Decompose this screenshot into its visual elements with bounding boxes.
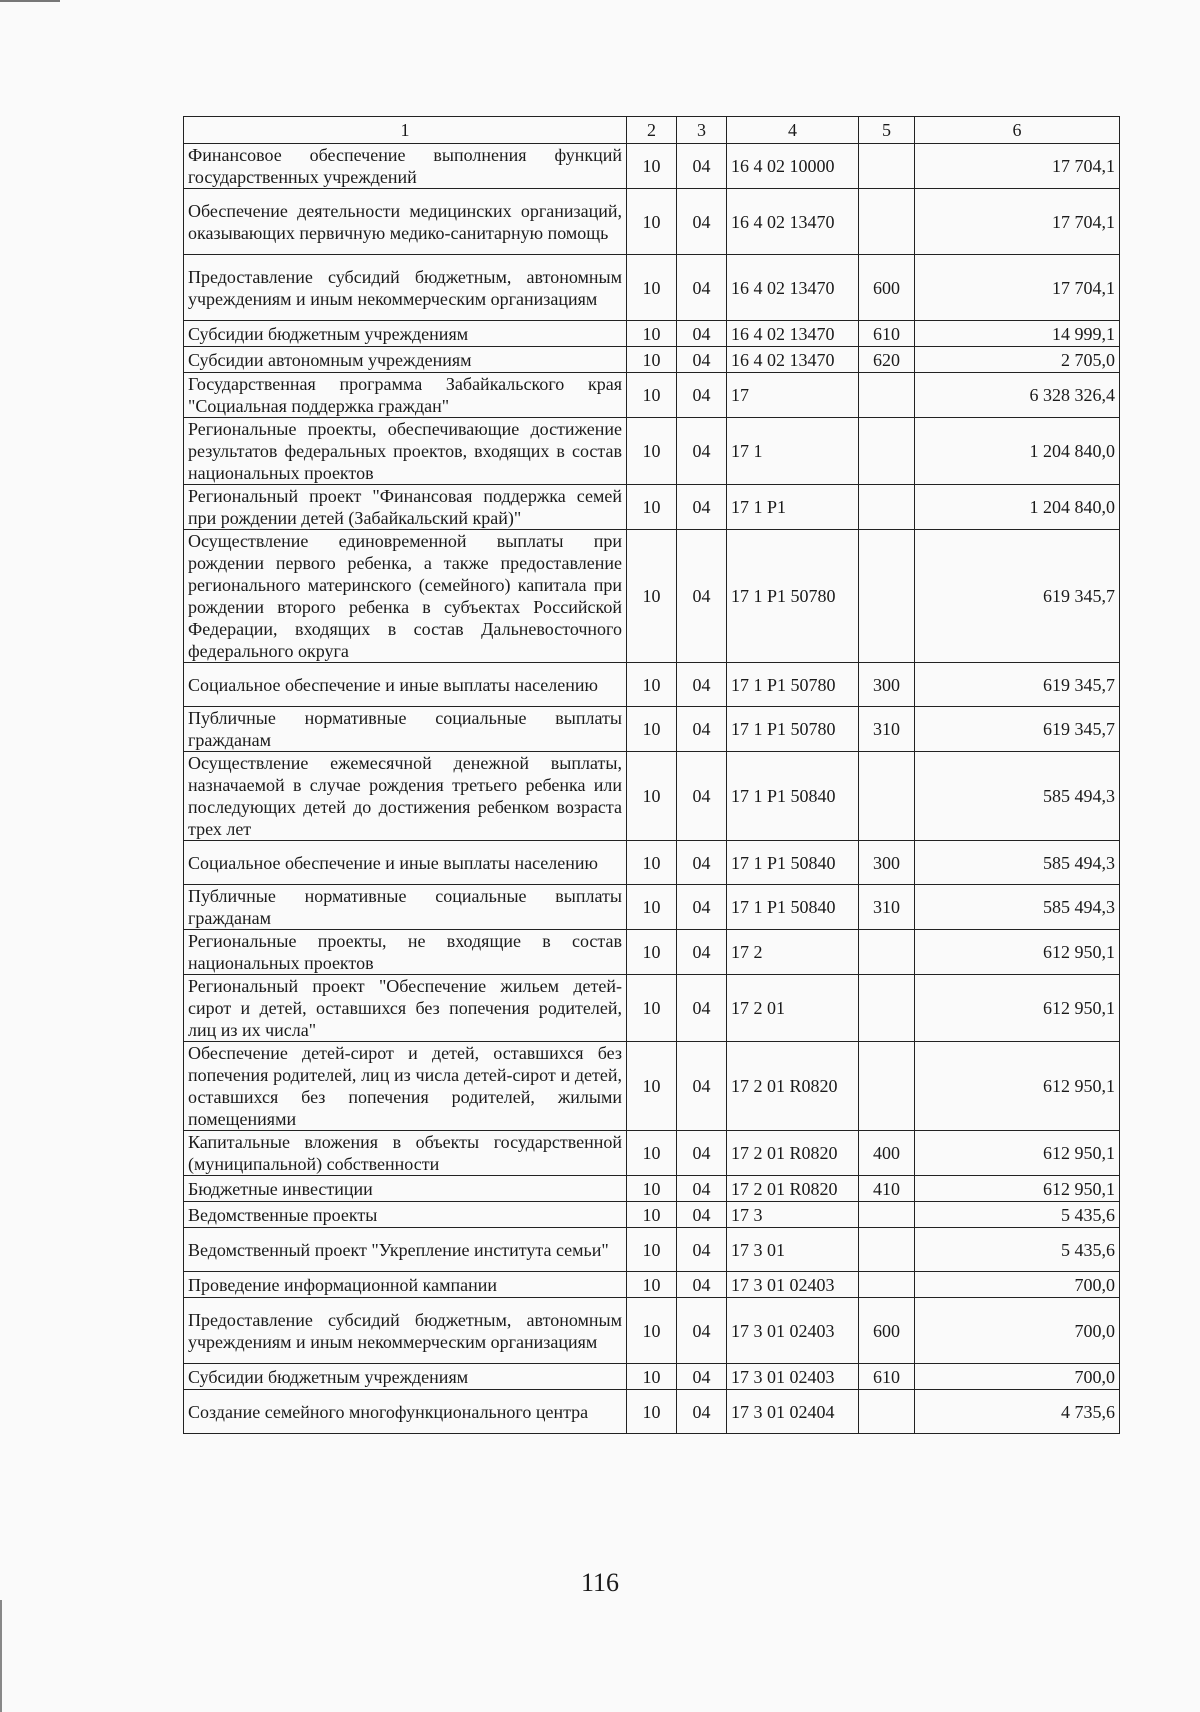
row-section: 10 (627, 189, 677, 255)
row-target-code: 17 3 01 02403 (727, 1298, 859, 1364)
row-amount: 585 494,3 (915, 885, 1120, 930)
row-target-code: 16 4 02 13470 (727, 255, 859, 321)
row-expense-type (859, 530, 915, 663)
row-expense-type (859, 752, 915, 841)
row-section: 10 (627, 885, 677, 930)
table-row (184, 485, 1120, 530)
table-row (184, 1390, 1120, 1434)
row-target-code: 16 4 02 10000 (727, 144, 859, 189)
page-number: 116 (580, 1568, 620, 1597)
row-name: Субсидии бюджетным учреждениям (184, 1364, 627, 1390)
row-subsection: 04 (677, 975, 727, 1042)
row-name: Региональный проект "Обеспечение жильем детей-сирот и детей, оставшихся без попечения родителей, лиц из их числа" (184, 975, 627, 1042)
row-target-code: 17 1 P1 50780 (727, 530, 859, 663)
row-amount: 5 435,6 (915, 1228, 1120, 1272)
row-amount: 612 950,1 (915, 1042, 1120, 1131)
row-name: Проведение информационной кампании (184, 1272, 627, 1298)
row-target-code: 17 1 P1 50780 (727, 663, 859, 707)
table-row (184, 975, 1120, 1042)
row-subsection: 04 (677, 1228, 727, 1272)
row-name: Региональный проект "Финансовая поддержка семей при рождении детей (Забайкальский край)" (184, 485, 627, 530)
row-target-code: 17 2 01 R0820 (727, 1131, 859, 1176)
row-name: Публичные нормативные социальные выплаты гражданам (184, 885, 627, 930)
header-col-4: 4 (727, 117, 859, 144)
row-amount: 700,0 (915, 1272, 1120, 1298)
row-name: Обеспечение деятельности медицинских организаций, оказывающих первичную медико-санитарную помощь (184, 189, 627, 255)
row-section: 10 (627, 975, 677, 1042)
row-amount: 1 204 840,0 (915, 418, 1120, 485)
row-subsection: 04 (677, 418, 727, 485)
row-subsection: 04 (677, 530, 727, 663)
table-row (184, 418, 1120, 485)
row-expense-type (859, 1272, 915, 1298)
row-expense-type: 410 (859, 1176, 915, 1202)
row-section: 10 (627, 1390, 677, 1434)
row-subsection: 04 (677, 1042, 727, 1131)
row-subsection: 04 (677, 930, 727, 975)
table-row (184, 144, 1120, 189)
row-amount: 619 345,7 (915, 707, 1120, 752)
row-amount: 619 345,7 (915, 530, 1120, 663)
row-amount: 612 950,1 (915, 1176, 1120, 1202)
row-name: Предоставление субсидий бюджетным, автономным учреждениям и иным некоммерческим организациям (184, 255, 627, 321)
row-subsection: 04 (677, 321, 727, 347)
table-row (184, 189, 1120, 255)
row-target-code: 17 2 01 R0820 (727, 1176, 859, 1202)
row-amount: 612 950,1 (915, 930, 1120, 975)
row-name: Осуществление ежемесячной денежной выплаты, назначаемой в случае рождения третьего ребенка или последующих детей до достижения ребенком возраста трех лет (184, 752, 627, 841)
row-amount: 1 204 840,0 (915, 485, 1120, 530)
row-name: Обеспечение детей-сирот и детей, оставшихся без попечения родителей, лиц из числа детей-сирот и детей, оставшихся без попечения родителей, жилыми помещениями (184, 1042, 627, 1131)
row-section: 10 (627, 1042, 677, 1131)
row-subsection: 04 (677, 1364, 727, 1390)
header-col-3: 3 (677, 117, 727, 144)
row-expense-type (859, 189, 915, 255)
row-amount: 6 328 326,4 (915, 373, 1120, 418)
row-expense-type (859, 975, 915, 1042)
row-name: Ведомственный проект "Укрепление института семьи" (184, 1228, 627, 1272)
budget-table (183, 116, 1120, 1434)
row-name: Субсидии автономным учреждениям (184, 347, 627, 373)
row-section: 10 (627, 1298, 677, 1364)
row-target-code: 17 1 P1 50780 (727, 707, 859, 752)
row-subsection: 04 (677, 255, 727, 321)
row-target-code: 17 1 (727, 418, 859, 485)
row-name: Ведомственные проекты (184, 1202, 627, 1228)
row-section: 10 (627, 1228, 677, 1272)
table-row (184, 1298, 1120, 1364)
row-expense-type: 310 (859, 707, 915, 752)
table-row (184, 930, 1120, 975)
row-amount: 612 950,1 (915, 1131, 1120, 1176)
row-target-code: 17 3 01 (727, 1228, 859, 1272)
row-section: 10 (627, 707, 677, 752)
row-amount: 5 435,6 (915, 1202, 1120, 1228)
scan-artifact-left (0, 1600, 2, 1712)
row-amount: 585 494,3 (915, 841, 1120, 885)
table-row (184, 663, 1120, 707)
row-section: 10 (627, 1272, 677, 1298)
row-section: 10 (627, 663, 677, 707)
row-amount: 14 999,1 (915, 321, 1120, 347)
row-subsection: 04 (677, 885, 727, 930)
row-target-code: 17 3 01 02404 (727, 1390, 859, 1434)
row-section: 10 (627, 485, 677, 530)
row-expense-type (859, 144, 915, 189)
row-target-code: 16 4 02 13470 (727, 347, 859, 373)
scan-artifact-top (0, 0, 60, 2)
row-subsection: 04 (677, 841, 727, 885)
row-name: Финансовое обеспечение выполнения функций государственных учреждений (184, 144, 627, 189)
row-amount: 17 704,1 (915, 189, 1120, 255)
table-row (184, 530, 1120, 663)
row-target-code: 16 4 02 13470 (727, 189, 859, 255)
row-section: 10 (627, 530, 677, 663)
row-expense-type (859, 373, 915, 418)
row-section: 10 (627, 841, 677, 885)
row-section: 10 (627, 373, 677, 418)
row-target-code: 17 3 01 02403 (727, 1272, 859, 1298)
row-expense-type (859, 930, 915, 975)
row-name: Осуществление единовременной выплаты при рождении первого ребенка, а также предоставление регионального материнского (семейного) капитала при рождении второго ребенка в субъектах Российской Федерации, входящих в состав Дальневосточного федерального округа (184, 530, 627, 663)
row-amount: 17 704,1 (915, 255, 1120, 321)
row-name: Предоставление субсидий бюджетным, автономным учреждениям и иным некоммерческим организациям (184, 1298, 627, 1364)
row-name: Публичные нормативные социальные выплаты гражданам (184, 707, 627, 752)
header-col-2: 2 (627, 117, 677, 144)
table-row (184, 885, 1120, 930)
row-target-code: 17 2 01 R0820 (727, 1042, 859, 1131)
row-subsection: 04 (677, 1272, 727, 1298)
row-amount: 4 735,6 (915, 1390, 1120, 1434)
header-col-5: 5 (859, 117, 915, 144)
row-subsection: 04 (677, 1176, 727, 1202)
row-target-code: 16 4 02 13470 (727, 321, 859, 347)
row-expense-type: 310 (859, 885, 915, 930)
row-amount: 2 705,0 (915, 347, 1120, 373)
row-expense-type (859, 1202, 915, 1228)
row-name: Создание семейного многофункционального центра (184, 1390, 627, 1434)
row-section: 10 (627, 321, 677, 347)
row-subsection: 04 (677, 1390, 727, 1434)
table-row (184, 707, 1120, 752)
row-subsection: 04 (677, 1298, 727, 1364)
row-section: 10 (627, 418, 677, 485)
header-col-1: 1 (184, 117, 627, 144)
row-expense-type: 600 (859, 1298, 915, 1364)
header-col-6: 6 (915, 117, 1120, 144)
row-target-code: 17 1 P1 50840 (727, 752, 859, 841)
table-row (184, 1364, 1120, 1390)
row-subsection: 04 (677, 347, 727, 373)
row-expense-type (859, 1228, 915, 1272)
table-row (184, 373, 1120, 418)
row-section: 10 (627, 1364, 677, 1390)
row-section: 10 (627, 1202, 677, 1228)
row-section: 10 (627, 144, 677, 189)
table-row (184, 1202, 1120, 1228)
row-expense-type: 400 (859, 1131, 915, 1176)
row-subsection: 04 (677, 707, 727, 752)
row-subsection: 04 (677, 663, 727, 707)
row-name: Региональные проекты, не входящие в состав национальных проектов (184, 930, 627, 975)
row-section: 10 (627, 752, 677, 841)
row-subsection: 04 (677, 189, 727, 255)
row-section: 10 (627, 930, 677, 975)
row-section: 10 (627, 255, 677, 321)
row-name: Капитальные вложения в объекты государственной (муниципальной) собственности (184, 1131, 627, 1176)
table-row (184, 321, 1120, 347)
row-amount: 619 345,7 (915, 663, 1120, 707)
row-amount: 700,0 (915, 1364, 1120, 1390)
row-expense-type: 620 (859, 347, 915, 373)
row-target-code: 17 (727, 373, 859, 418)
row-expense-type: 300 (859, 663, 915, 707)
row-target-code: 17 2 (727, 930, 859, 975)
row-amount: 17 704,1 (915, 144, 1120, 189)
row-section: 10 (627, 347, 677, 373)
row-expense-type: 300 (859, 841, 915, 885)
row-name: Бюджетные инвестиции (184, 1176, 627, 1202)
row-subsection: 04 (677, 144, 727, 189)
row-expense-type (859, 1042, 915, 1131)
row-name: Региональные проекты, обеспечивающие достижение результатов федеральных проектов, входящих в состав национальных проектов (184, 418, 627, 485)
row-section: 10 (627, 1176, 677, 1202)
table-row (184, 841, 1120, 885)
row-subsection: 04 (677, 373, 727, 418)
table-row (184, 1228, 1120, 1272)
table-header-row (184, 117, 1120, 144)
row-subsection: 04 (677, 752, 727, 841)
row-target-code: 17 1 P1 50840 (727, 841, 859, 885)
row-target-code: 17 3 (727, 1202, 859, 1228)
row-name: Социальное обеспечение и иные выплаты населению (184, 663, 627, 707)
table-row (184, 752, 1120, 841)
row-expense-type: 600 (859, 255, 915, 321)
row-name: Государственная программа Забайкальского края "Социальная поддержка граждан" (184, 373, 627, 418)
row-name: Социальное обеспечение и иные выплаты населению (184, 841, 627, 885)
row-subsection: 04 (677, 1131, 727, 1176)
row-target-code: 17 1 P1 50840 (727, 885, 859, 930)
row-amount: 585 494,3 (915, 752, 1120, 841)
row-expense-type (859, 485, 915, 530)
row-target-code: 17 1 P1 (727, 485, 859, 530)
row-target-code: 17 2 01 (727, 975, 859, 1042)
row-expense-type (859, 418, 915, 485)
row-section: 10 (627, 1131, 677, 1176)
table-row (184, 347, 1120, 373)
row-subsection: 04 (677, 485, 727, 530)
row-expense-type: 610 (859, 321, 915, 347)
table-row (184, 1131, 1120, 1176)
row-expense-type: 610 (859, 1364, 915, 1390)
row-expense-type (859, 1390, 915, 1434)
row-name: Субсидии бюджетным учреждениям (184, 321, 627, 347)
row-amount: 612 950,1 (915, 975, 1120, 1042)
row-amount: 700,0 (915, 1298, 1120, 1364)
table-row (184, 1042, 1120, 1131)
table-row (184, 1272, 1120, 1298)
row-target-code: 17 3 01 02403 (727, 1364, 859, 1390)
row-subsection: 04 (677, 1202, 727, 1228)
table-row (184, 255, 1120, 321)
table-row (184, 1176, 1120, 1202)
